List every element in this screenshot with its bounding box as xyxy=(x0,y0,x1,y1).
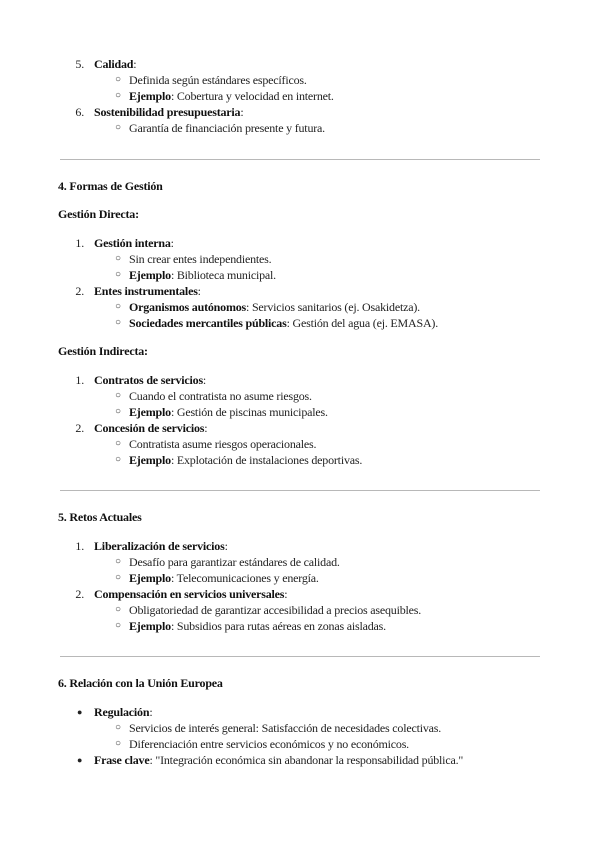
sub-item xyxy=(0,404,600,420)
challenges-list xyxy=(0,538,600,634)
sub-item-text: : Cobertura y velocidad en internet. xyxy=(170,89,334,103)
circle-bullet-icon: ○ xyxy=(115,738,121,749)
item-number: 1. xyxy=(75,373,84,387)
sub-item-text: Desafío para garantizar estándares de calidad. xyxy=(129,555,340,569)
item-number: 2. xyxy=(75,587,84,601)
circle-bullet-icon: ○ xyxy=(115,90,121,101)
sub-item xyxy=(0,570,600,586)
item-number: 1. xyxy=(75,539,84,553)
sub-item-text: : Gestión de piscinas municipales. xyxy=(170,405,328,419)
sub-item-text: : Subsidios para rutas aéreas en zonas aisladas. xyxy=(170,619,386,633)
circle-bullet-icon: ○ xyxy=(115,301,121,312)
item-text: : xyxy=(224,539,228,553)
circle-bullet-icon: ○ xyxy=(115,722,121,733)
circle-bullet-icon: ○ xyxy=(115,620,121,631)
sub-item xyxy=(0,436,600,452)
circle-bullet-icon: ○ xyxy=(115,269,121,280)
section-heading: 6. Relación con la Unión Europea xyxy=(58,676,223,690)
eu-relation-list xyxy=(0,704,600,768)
sub-item-text: : Telecomunicaciones y energía. xyxy=(170,571,319,585)
item-text: : xyxy=(133,57,137,71)
list-item xyxy=(0,235,600,251)
list-item xyxy=(0,104,600,120)
list-item xyxy=(0,538,600,554)
item-label: Frase clave xyxy=(94,753,150,767)
sub-item xyxy=(0,736,600,752)
sub-item-text: Servicios de interés general: Satisfacción de necesidades colectivas. xyxy=(129,721,442,735)
list-item xyxy=(0,283,600,299)
sub-item-label: Ejemplo xyxy=(129,571,171,585)
circle-bullet-icon: ○ xyxy=(115,604,121,615)
list-item xyxy=(0,586,600,602)
list-item xyxy=(0,752,600,768)
circle-bullet-icon: ○ xyxy=(115,572,121,583)
item-label: Gestión interna xyxy=(94,236,171,250)
item-label: Regulación xyxy=(94,705,150,719)
list-item xyxy=(0,704,600,720)
circle-bullet-icon: ○ xyxy=(115,438,121,449)
sub-item-label: Sociedades mercantiles públicas xyxy=(129,316,287,330)
sub-item-text: : Explotación de instalaciones deportivas. xyxy=(170,453,363,467)
sub-item-label: Ejemplo xyxy=(129,453,171,467)
sub-item-label: Organismos autónomos xyxy=(129,300,247,314)
sub-item-text: Cuando el contratista no asume riesgos. xyxy=(129,389,312,403)
sub-item-text: Obligatoriedad de garantizar accesibilidad a precios asequibles. xyxy=(129,603,422,617)
item-label: Concesión de servicios xyxy=(94,421,205,435)
item-number: 2. xyxy=(75,421,84,435)
item-number: 5. xyxy=(75,57,84,71)
disc-bullet-icon: ● xyxy=(77,755,83,765)
item-number: 6. xyxy=(75,105,84,119)
sub-item xyxy=(0,299,600,315)
sub-item xyxy=(0,554,600,570)
sub-item-text: Diferenciación entre servicios económicos y no económicos. xyxy=(129,737,409,751)
divider xyxy=(60,656,540,657)
subsection-heading: Gestión Indirecta: xyxy=(58,344,148,358)
item-label: Calidad xyxy=(94,57,134,71)
sub-item-label: Ejemplo xyxy=(129,619,171,633)
item-number: 2. xyxy=(75,284,84,298)
item-label: Sostenibilidad presupuestaria xyxy=(94,105,241,119)
circle-bullet-icon: ○ xyxy=(115,390,121,401)
subsection-heading: Gestión Directa: xyxy=(58,207,139,221)
circle-bullet-icon: ○ xyxy=(115,556,121,567)
circle-bullet-icon: ○ xyxy=(115,317,121,328)
indirect-management-list xyxy=(0,372,600,468)
item-text: : xyxy=(284,587,288,601)
sub-item xyxy=(0,72,600,88)
circle-bullet-icon: ○ xyxy=(115,454,121,465)
item-number: 1. xyxy=(75,236,84,250)
item-label: Entes instrumentales xyxy=(94,284,198,298)
list-item xyxy=(0,56,600,72)
sub-item xyxy=(0,120,600,136)
item-text: : xyxy=(197,284,201,298)
sub-item xyxy=(0,602,600,618)
sub-item-text: Contratista asume riesgos operacionales. xyxy=(129,437,317,451)
circle-bullet-icon: ○ xyxy=(115,122,121,133)
section-heading: 4. Formas de Gestión xyxy=(58,179,163,193)
sub-item xyxy=(0,88,600,104)
list-item xyxy=(0,420,600,436)
sub-item-label: Ejemplo xyxy=(129,89,171,103)
item-text: : xyxy=(240,105,244,119)
sub-item-text: : Gestión del agua (ej. EMASA). xyxy=(286,316,439,330)
section-heading: 5. Retos Actuales xyxy=(58,510,142,524)
sub-item xyxy=(0,251,600,267)
sub-item xyxy=(0,618,600,634)
item-text: : xyxy=(204,421,208,435)
divider xyxy=(60,159,540,160)
circle-bullet-icon: ○ xyxy=(115,406,121,417)
sub-item-text: Sin crear entes independientes. xyxy=(129,252,272,266)
item-text: : xyxy=(170,236,174,250)
sub-item-text: Garantía de financiación presente y futura. xyxy=(129,121,325,135)
circle-bullet-icon: ○ xyxy=(115,74,121,85)
sub-item xyxy=(0,388,600,404)
item-text: : xyxy=(202,373,207,387)
item-text: : xyxy=(149,705,153,719)
divider xyxy=(60,490,540,491)
item-label: Compensación en servicios universales xyxy=(94,587,285,601)
sub-item-text: Definida según estándares específicos. xyxy=(129,73,307,87)
circle-bullet-icon: ○ xyxy=(115,253,121,264)
principles-list xyxy=(0,56,600,136)
item-label: Liberalización de servicios xyxy=(94,539,225,553)
sub-item xyxy=(0,720,600,736)
sub-item xyxy=(0,315,600,331)
direct-management-list xyxy=(0,235,600,331)
sub-item-text: : Servicios sanitarios (ej. Osakidetza). xyxy=(246,300,420,314)
item-label: Contratos de servicios xyxy=(94,373,203,387)
sub-item xyxy=(0,452,600,468)
sub-item-label: Ejemplo xyxy=(129,268,171,282)
list-item xyxy=(0,372,600,388)
item-text: : "Integración económica sin abandonar la responsabilidad pública." xyxy=(149,753,464,767)
sub-item xyxy=(0,267,600,283)
sub-item-label: Ejemplo xyxy=(129,405,171,419)
disc-bullet-icon: ● xyxy=(77,707,83,717)
sub-item-text: : Biblioteca municipal. xyxy=(170,268,276,282)
